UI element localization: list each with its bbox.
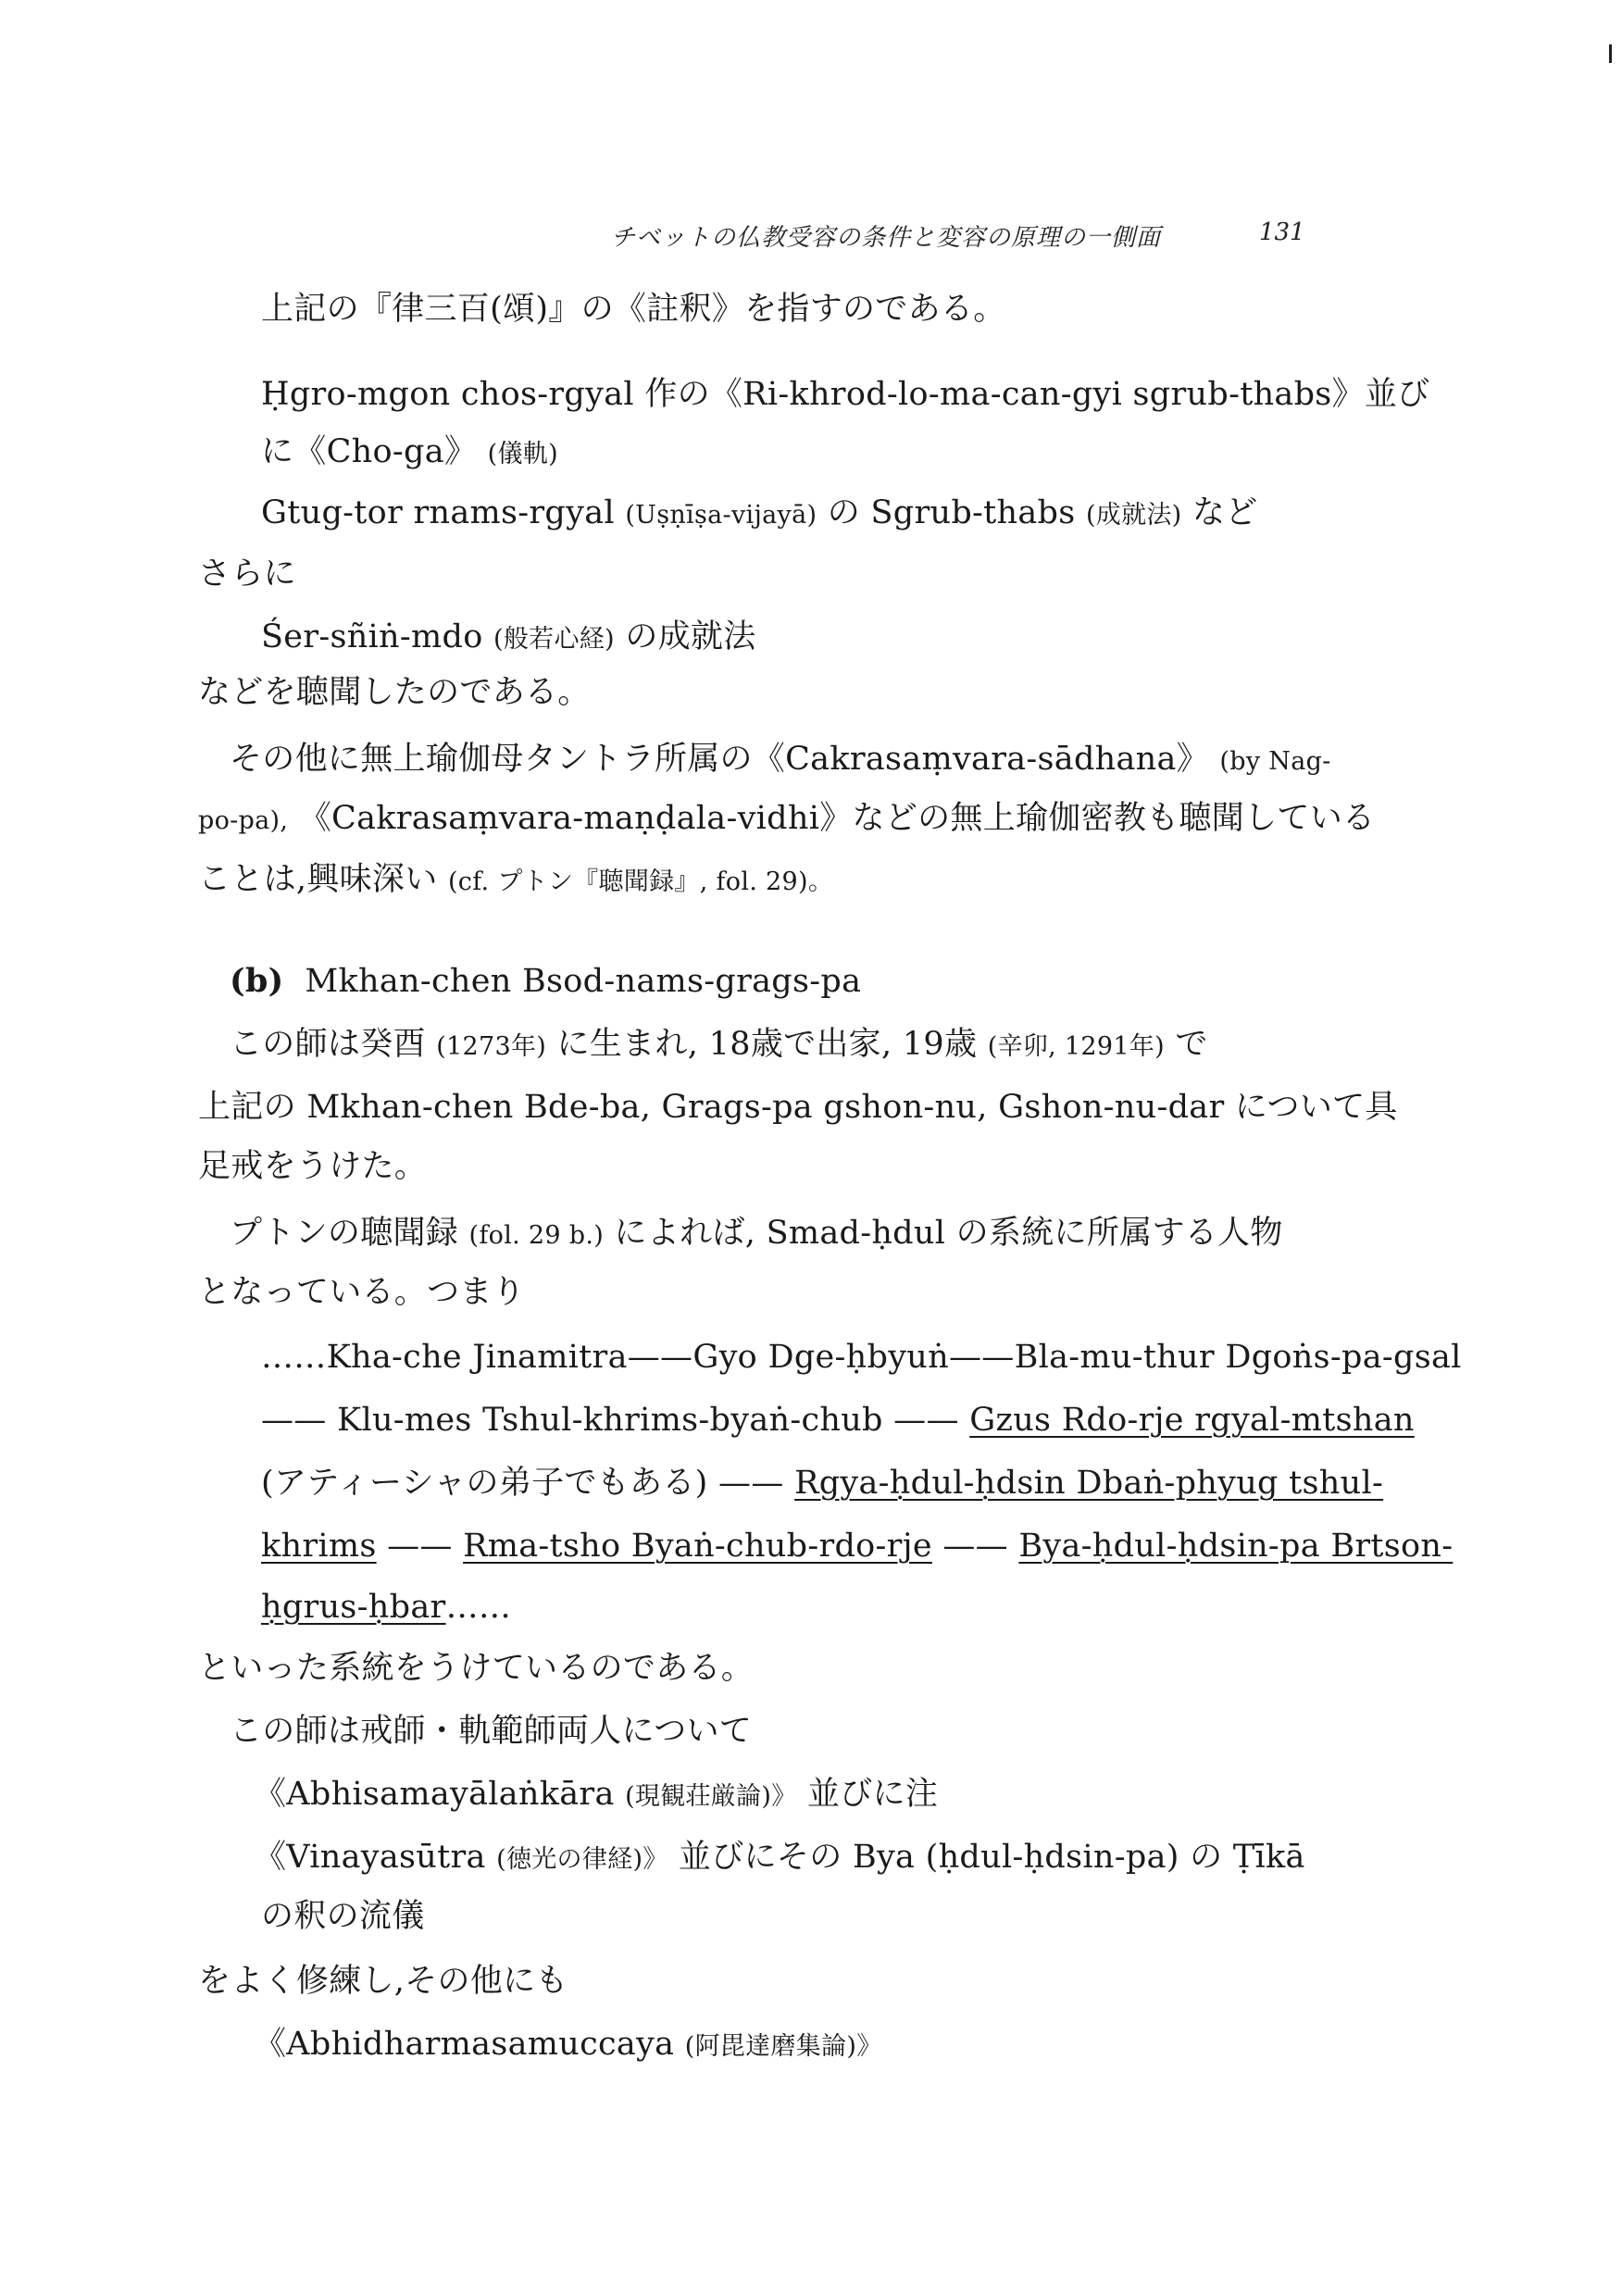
text-line <box>261 491 1258 538</box>
line-text: 《Abhisamayālaṅkāra <box>254 1776 615 1813</box>
text-line <box>254 1772 938 1819</box>
text-line <box>230 1211 1283 1258</box>
line-text: この師は癸酉 <box>230 1026 426 1063</box>
line-text: によれば, Smad-ḥdul の系統に所属する人物 <box>614 1215 1283 1252</box>
text-line <box>198 796 1375 843</box>
text-line <box>254 2022 882 2069</box>
line-text: この師は戒師・軌範師両人について <box>230 1713 753 1750</box>
line-text: 足戒をうけた。 <box>198 1148 428 1185</box>
running-head-title: チベットの仏教受容の条件と変容の原理の一側面 <box>611 224 1162 252</box>
line-text: の釈の流儀 <box>261 1898 425 1935</box>
line-text: Ḥgro-mgon chos-rgyal 作の《Ri-khrod-lo-ma-can-gyi sgrub-thabs》並び <box>261 376 1430 413</box>
line-text: (アティーシャの弟子でもある) —— <box>261 1465 784 1502</box>
line-text: Gtug-tor rnams-rgyal <box>261 494 615 531</box>
text-line <box>198 857 833 905</box>
line-text: —— <box>387 1528 453 1565</box>
text-line <box>254 1835 1305 1882</box>
line-text: の Sgrub-thabs <box>827 494 1076 531</box>
page-number: 131 <box>1259 218 1305 246</box>
line-text: 上記の『律三百(頌)』の《註釈》を指すのである。 <box>261 291 1006 328</box>
page-edge-mark <box>1609 44 1612 63</box>
text-line <box>261 615 756 662</box>
line-text-small: (Uṣṇīṣa-vijayā) <box>625 501 817 530</box>
text-line <box>230 1709 752 1753</box>
line-text: 《Vinayasūtra <box>254 1839 486 1876</box>
line-text: ことは,興味深い <box>198 861 438 898</box>
line-text: といった系統をうけているのである。 <box>198 1650 755 1687</box>
lineage-line <box>261 1398 1415 1442</box>
line-text: など <box>1192 494 1258 531</box>
line-text-small: (現観荘厳論)》 <box>625 1782 797 1811</box>
line-text: 《Abhidharmasamuccaya <box>254 2026 675 2063</box>
line-text-small: po-pa), <box>198 806 289 835</box>
section-label: (b) <box>230 962 284 1000</box>
line-text: —— <box>942 1528 1008 1565</box>
line-text: その他に無上瑜伽母タントラ所属の《Cakrasaṃvara-sādhana》 <box>230 741 1209 778</box>
line-text: で <box>1175 1026 1208 1063</box>
underlined-name: khrims <box>261 1528 377 1565</box>
line-text: プトンの聴聞録 <box>230 1215 459 1252</box>
underlined-name: ḥgrus-ḥbar <box>261 1589 446 1626</box>
text-line <box>198 1085 1398 1129</box>
line-text-small: (cf. プトン『聴聞録』, fol. 29)。 <box>447 867 834 896</box>
line-text-small: (fol. 29 b.) <box>468 1221 605 1250</box>
line-text: などを聴聞したのである。 <box>198 674 591 711</box>
underlined-name: Rma-tsho Byaṅ-chub-rdo-rje <box>463 1528 932 1565</box>
line-text: 並びに注 <box>806 1776 939 1813</box>
line-text-small: (by Nag- <box>1219 747 1331 776</box>
line-text-small: (1273年) <box>436 1032 547 1061</box>
text-line <box>198 1144 427 1189</box>
text-line <box>198 552 296 596</box>
text-line <box>198 670 591 715</box>
underlined-name: Gzus Rdo-rje rgyal-mtshan <box>969 1402 1415 1439</box>
text-line <box>261 430 558 477</box>
line-text-small: (阿毘達磨集論)》 <box>684 2032 882 2061</box>
line-text-small: (辛卯, 1291年) <box>987 1032 1165 1061</box>
line-text-small: (儀軌) <box>487 440 558 468</box>
line-text: …… <box>445 1589 512 1626</box>
lineage-line <box>261 1335 1462 1379</box>
lineage-line <box>261 1585 511 1629</box>
line-text: となっている。つまり <box>198 1274 526 1311</box>
text-line <box>261 287 1006 331</box>
text-line <box>230 1022 1208 1069</box>
line-text: の成就法 <box>625 618 756 655</box>
underlined-name: Rgya-ḥdul-ḥdsin Dbaṅ-phyug tshul- <box>794 1465 1384 1502</box>
line-text: Śer-sñiṅ-mdo <box>261 618 483 655</box>
line-text-small: (成就法) <box>1085 501 1182 530</box>
line-text: ……Kha-che Jinamitra——Gyo Dge-ḥbyuṅ——Bla-mu-thur Dgoṅs-pa-gsal <box>261 1339 1462 1376</box>
section-title: Mkhan-chen Bsod-nams-grags-pa <box>305 963 862 1000</box>
lineage-line <box>261 1524 1453 1568</box>
text-line <box>198 1270 525 1315</box>
text-line <box>261 1894 425 1939</box>
line-text-small: (般若心経) <box>493 625 615 654</box>
line-text: 上記の Mkhan-chen Bde-ba, Grags-pa gshon-nu, Gshon-nu-dar について具 <box>198 1089 1398 1126</box>
line-text: 《Cakrasaṃvara-maṇḍala-vidhi》などの無上瑜伽密教も聴聞している <box>298 800 1376 837</box>
section-heading <box>230 959 861 1004</box>
running-head <box>611 218 1352 253</box>
text-line <box>198 1646 754 1691</box>
text-line <box>198 1959 568 2003</box>
text-line <box>261 372 1429 417</box>
line-text: に生まれ, 18歳で出家, 19歳 <box>556 1026 978 1063</box>
underlined-name: Bya-ḥdul-ḥdsin-pa Brtson- <box>1018 1528 1454 1565</box>
line-text-small: (徳光の律経)》 <box>496 1845 668 1874</box>
line-text: さらに <box>198 555 296 593</box>
text-line <box>230 737 1331 784</box>
line-text: をよく修練し,その他にも <box>198 1963 568 2000</box>
line-text: に《Cho-ga》 <box>261 433 478 470</box>
line-text: —— Klu-mes Tshul-khrims-byaṅ-chub —— <box>261 1402 959 1439</box>
line-text: 並びにその Bya (ḥdul-ḥdsin-pa) の Ṭīkā <box>679 1839 1305 1876</box>
lineage-line <box>261 1461 1383 1505</box>
